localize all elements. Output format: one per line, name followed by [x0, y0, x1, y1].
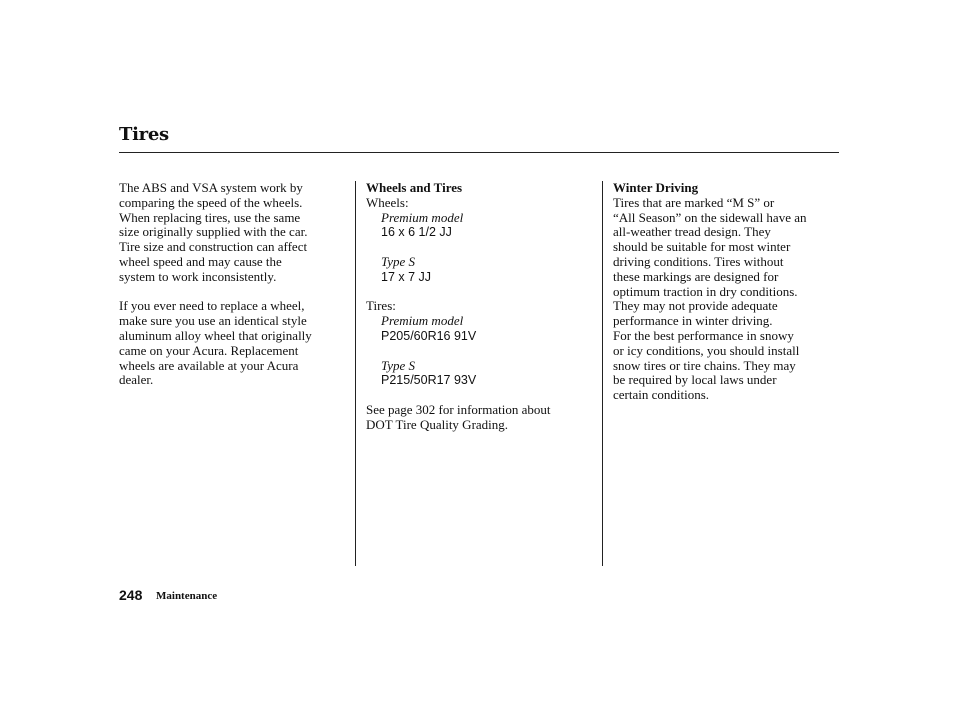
- tires-premium-label: Premium model: [381, 313, 464, 329]
- column-wheels-tires: [366, 181, 596, 433]
- tires-types-value: P215/50R17 93V: [381, 373, 477, 388]
- wheels-label: Wheels:: [366, 194, 409, 210]
- wheels-types-value: 17 x 7 JJ: [381, 269, 432, 284]
- wheels-tires-heading: Wheels and Tires: [366, 180, 463, 195]
- column-divider: [355, 181, 356, 566]
- tires-premium-value: P205/60R16 91V: [381, 328, 477, 343]
- wheels-premium-label: Premium model: [381, 209, 464, 225]
- wheels-types-label: Type S: [381, 253, 416, 269]
- tires-types-label: Type S: [381, 357, 416, 373]
- column-abs-vsa: [119, 181, 347, 388]
- column-divider: [602, 181, 603, 566]
- column-winter-driving: [613, 181, 843, 403]
- winter-driving-paragraph: Tires that are marked “M S” or “All Season” on the sidewall have an all-weather tread design. They should be suitable for most winter driving conditions. Tires without these markings are designed for optimum traction in dry conditions. They may not provide adequate performance in winter driving. For the best performance in snowy or icy conditions, you should install snow tires or tire chains. They may be required by local laws under certain conditions.: [613, 194, 807, 403]
- abs-vsa-paragraph: The ABS and VSA system work by comparing the speed of the wheels. When replacing tires, use the same size originally supplied with the car. Tire size and construction can affect wheel speed and may cause the system to work inconsistently.: [119, 180, 308, 284]
- wheel-replacement-paragraph: If you ever need to replace a wheel, make sure you use an identical style aluminum alloy wheel that originally came on your Acura. Replacement wheels are available at your Acura dealer.: [119, 298, 312, 388]
- page-number: 248: [119, 587, 143, 603]
- winter-driving-heading: Winter Driving: [613, 180, 699, 195]
- page-title: Tires: [119, 124, 169, 145]
- section-name: Maintenance: [156, 590, 218, 602]
- title-rule: [119, 152, 839, 153]
- dot-grading-note: See page 302 for information about DOT Tire Quality Grading.: [366, 401, 551, 432]
- wheels-premium-value: 16 x 6 1/2 JJ: [381, 225, 452, 240]
- tires-label: Tires:: [366, 298, 396, 314]
